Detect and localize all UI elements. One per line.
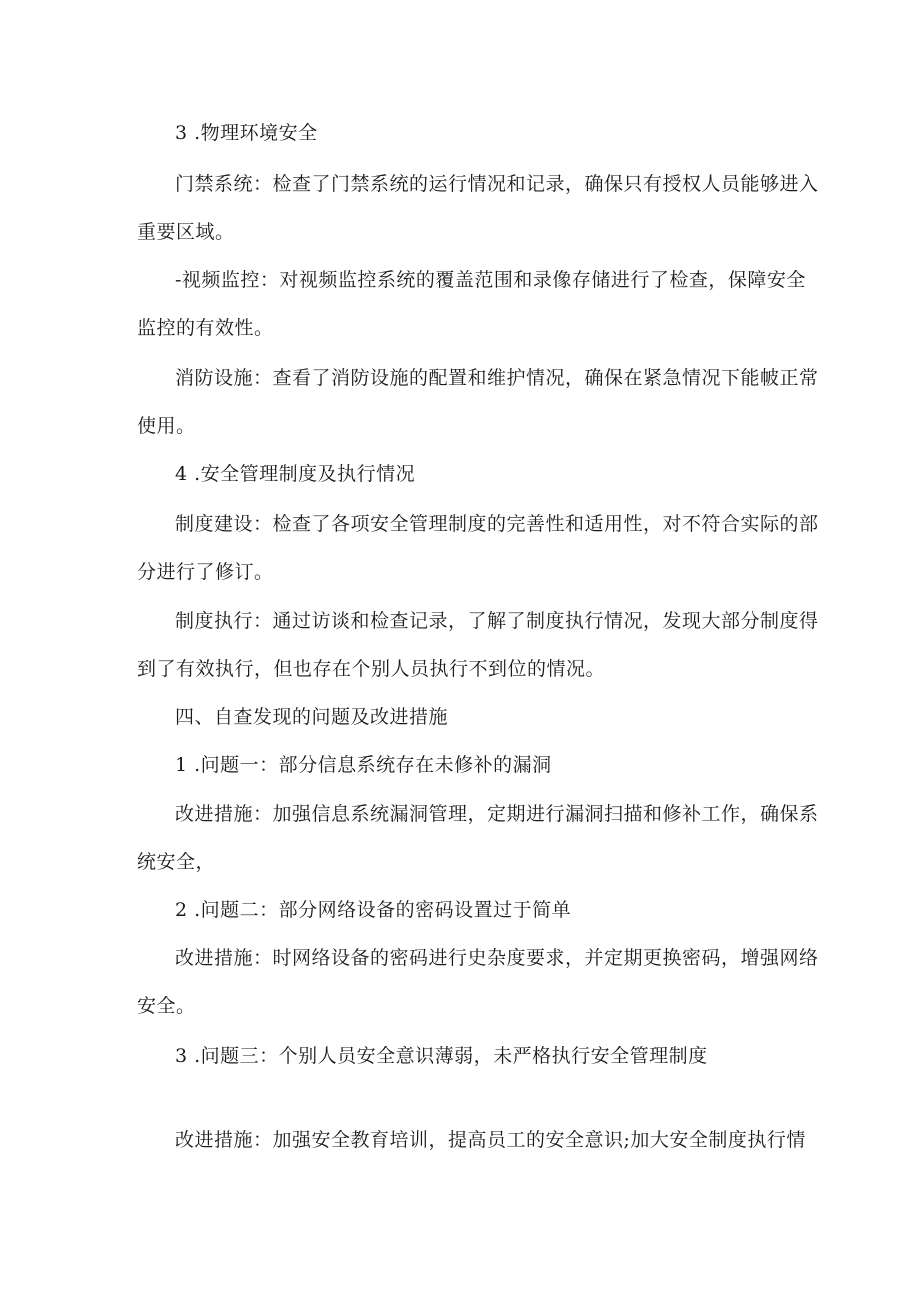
problem-1-measure-line1: 改进措施：加强信息系统漏洞管理，定期进行漏洞扫描和修补工作，确保系 <box>175 803 819 825</box>
video-monitoring-paragraph-line1: -视频监控：对视频监控系统的覆盖范围和录像存储进行了检查，保障安全 <box>175 269 806 291</box>
video-monitoring-paragraph-line2: 监控的有效性。 <box>137 317 274 339</box>
problem-2-title: 2 .问题二：部分网络设备的密码设置过于简单 <box>175 899 572 921</box>
problem-2-measure-line1: 改进措施：时网络设备的密码进行史杂度要求，并定期更换密码，增强网络 <box>175 947 819 969</box>
section-3-heading: 3 .物理环境安全 <box>175 122 318 144</box>
system-building-paragraph-line2: 分进行了修订。 <box>137 561 274 583</box>
part-4-heading: 四、自查发现的问题及改进措施 <box>175 706 449 728</box>
problem-2-measure-line2: 安全。 <box>137 995 196 1017</box>
section-4-heading: 4 .安全管理制度及执行情况 <box>175 463 416 485</box>
access-control-paragraph-line1: 门禁系统：检查了门禁系统的运行情况和记录，确保只有授权人员能够进入 <box>175 173 819 195</box>
problem-3-measure-line1: 改进措施：加强安全教育培训，提高员工的安全意识;加大安全制度执行情 <box>175 1129 806 1151</box>
fire-facilities-paragraph-line2: 使用。 <box>137 415 196 437</box>
system-execution-paragraph-line1: 制度执行：通过访谈和检查记录，了解了制度执行情况，发现大部分制度得 <box>175 610 819 632</box>
fire-facilities-paragraph-line1: 消防设施：查看了消防设施的配置和维护情况，确保在紧急情况下能帔正常 <box>175 367 819 389</box>
system-execution-paragraph-line2: 到了有效执行，但也存在个别人员执行不到位的情况。 <box>137 658 606 680</box>
problem-1-measure-line2: 统安全， <box>137 851 216 873</box>
system-building-paragraph-line1: 制度建设：检查了各项安全管理制度的完善性和适用性，对不符合实际的部 <box>175 513 819 535</box>
access-control-paragraph-line2: 重要区域。 <box>137 221 235 243</box>
problem-3-title: 3 .问题三：个别人员安全意识薄弱，未严格执行安全管理制度 <box>175 1045 708 1067</box>
problem-1-title: 1 .问题一：部分信息系统存在未修补的漏洞 <box>175 754 552 776</box>
